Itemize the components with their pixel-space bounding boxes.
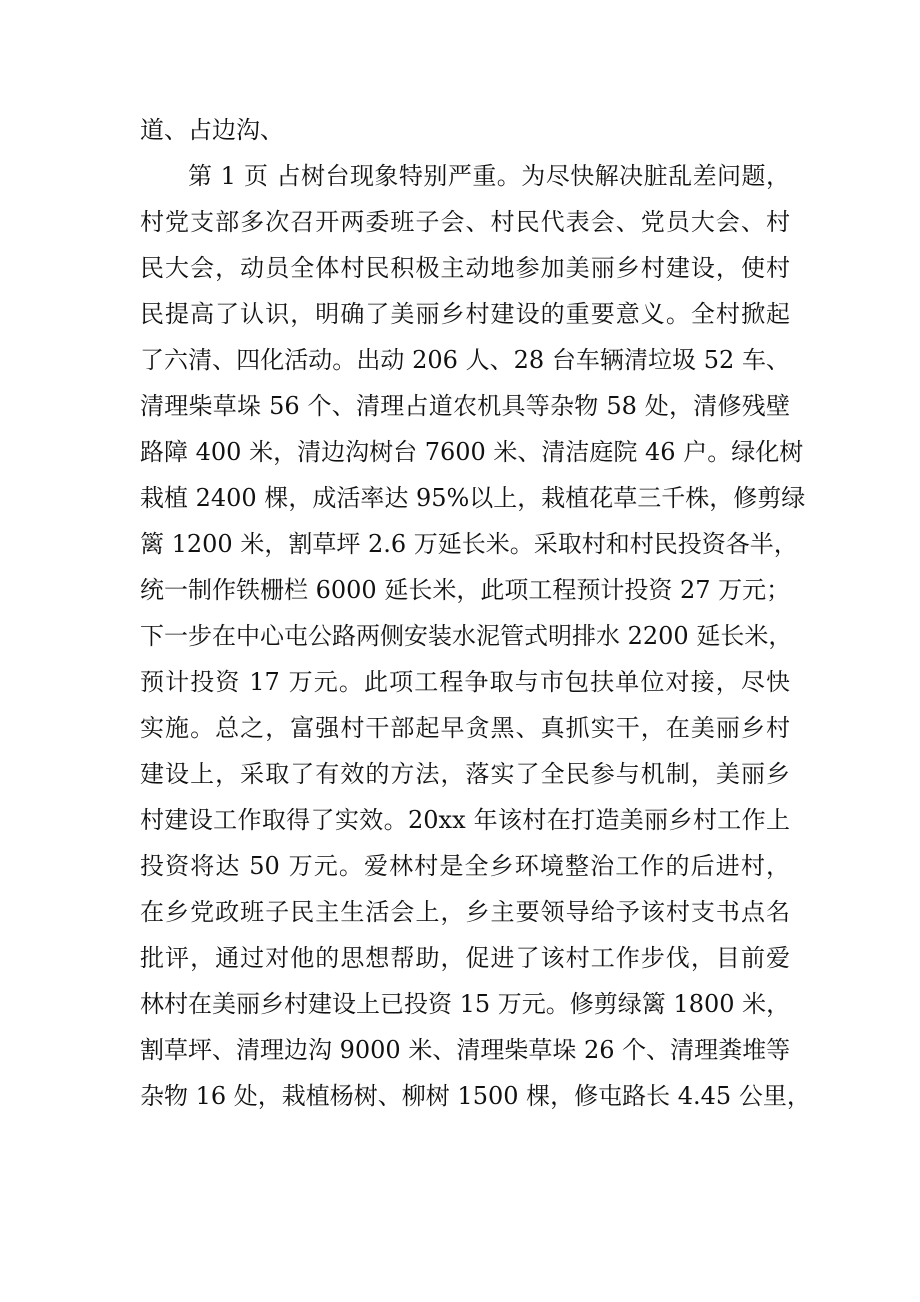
text-line: 统一制作铁栅栏 6000 延长米，此项工程预计投资 27 万元； [140, 576, 791, 604]
text-line: 批评，通过对他的思想帮助，促进了该村工作步伐，目前爱 [140, 944, 790, 972]
text-line: 杂物 16 处，栽植杨树、柳树 1500 棵，修屯路长 4.45 公里， [140, 1082, 811, 1110]
text-line: 下一步在中心屯公路两侧安装水泥管式明排水 2200 延长米， [140, 622, 793, 650]
text-line: 实施。总之，富强村干部起早贪黑、真抓实干，在美丽乡村 [140, 714, 790, 742]
text-line: 道、占边沟、 [140, 116, 284, 144]
text-line: 第 1 页 占树台现象特别严重。为尽快解决脏乱差问题， [188, 162, 790, 190]
text-line: 村建设工作取得了实效。20xx 年该村在打造美丽乡村工作上 [140, 806, 790, 834]
text-line: 预计投资 17 万元。此项工程争取与市包扶单位对接，尽快 [140, 668, 790, 696]
text-line: 投资将达 50 万元。爱林村是全乡环境整治工作的后进村， [140, 852, 790, 880]
text-line: 清理柴草垛 56 个、清理占道农机具等杂物 58 处，清修残壁 [140, 392, 790, 420]
text-line: 了六清、四化活动。出动 206 人、28 台车辆清垃圾 52 车、 [140, 346, 790, 374]
text-line: 民提高了认识，明确了美丽乡村建设的重要意义。全村掀起 [140, 300, 790, 328]
text-line: 在乡党政班子民主生活会上，乡主要领导给予该村支书点名 [140, 898, 790, 926]
text-line: 民大会，动员全体村民积极主动地参加美丽乡村建设，使村 [140, 254, 790, 282]
text-line: 篱 1200 米，割草坪 2.6 万延长米。采取村和村民投资各半， [140, 530, 798, 558]
text-line: 割草坪、清理边沟 9000 米、清理柴草垛 26 个、清理粪堆等 [140, 1036, 791, 1064]
text-line: 建设上，采取了有效的方法，落实了全民参与机制，美丽乡 [140, 760, 790, 788]
body-text [140, 107, 811, 1119]
text-line: 栽植 2400 棵，成活率达 95%以上，栽植花草三千株，修剪绿 [140, 484, 806, 512]
text-line: 路障 400 米，清边沟树台 7600 米、清洁庭院 46 户。绿化树 [140, 438, 804, 466]
text-line: 村党支部多次召开两委班子会、村民代表会、党员大会、村 [140, 208, 790, 236]
text-line: 林村在美丽乡村建设上已投资 15 万元。修剪绿篱 1800 米， [140, 990, 791, 1018]
